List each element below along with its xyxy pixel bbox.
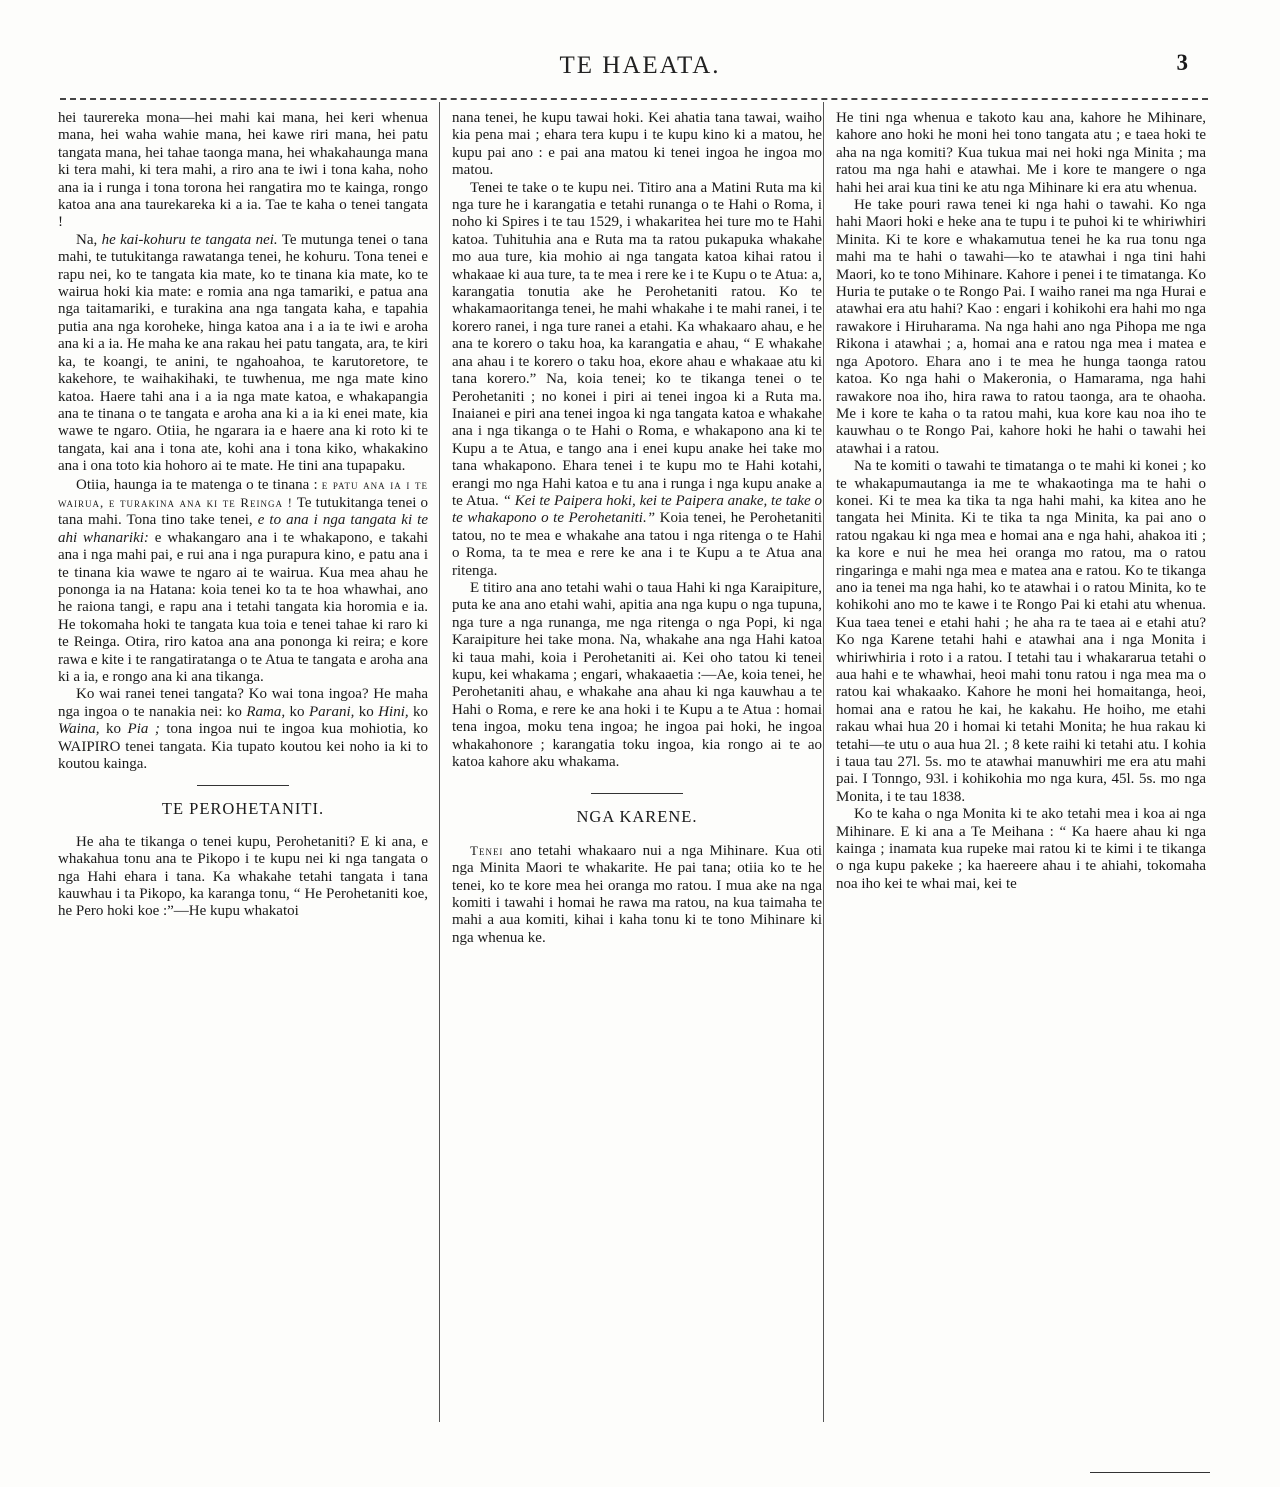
text-run: Tenei te take o te kupu nei. Titiro ana a Matini Ruta ma ki nga ture he i karangatia e tetahi runanga o te Hahi o Roma, i noho ki Spires i te tau 1529, i whakaritea hei ture mo te Hahi katoa. Tuhituhia ana e Ruta ma ta ratou pukapuka whakahe mo aua ture, kia mohio ai nga tangata katoa kihai ratou i whakaae ki aua ture, ta te mea i rere ke i te Kupu o te Atua: a, karangatia tonutia ake he Perohetaniti ratou. Ko te whakamaoritanga tenei, he mahi whakahe i te mahi ranei, i te korero ranei, i nga ture ranei a etahi. Ka whakaaro ahau, e he ana te korero o taku hoa, ka karangatia e ahau, “ E whakahe ana ahau i te korero o taku hoa, ekore ahau e whakaae atu ki tana korero.” Na, koia tenei; ko te tikanga tenei o te Perohetaniti ; no konei i piri ai tenei ingoa ki a Ruta ma. Inaianei e piri ana tenei ingoa ki nga tangata katoa e whakahe ana i nga tikanga o te Hahi o Roma, e whakapono ana ki te Kupu a te Atua, e tango ana i enei kupu anake hei take mo tana whakapono. Ehara tenei i te kupu mo te Hahi kotahi, erangi mo nga Hahi katoa e tu ana i runga i nga kupu anake a te Atua. bbox=[452, 179, 822, 509]
italic-name: Hini, bbox=[378, 703, 409, 720]
italic-name: Waina, bbox=[58, 721, 100, 738]
text-run: ko bbox=[358, 703, 374, 720]
paragraph bbox=[58, 686, 428, 773]
paragraph: He take pouri rawa tenei ki nga hahi o tawahi. Ko nga hahi Maori hoki e heke ana te tupu i te puhoi ki te whiriwhiri Minita. Ki te kore e whakamutua tenei he ka rua tonu nga mahi ma te hahi o tawahi—ko te atawhai i nga tini hahi Maori, ko te tono Mihinare. Kahore i penei i te timatanga. Ko Huria te putake o te Rongo Pai. I waiho ranei ma nga Hurai e atawhai era atu hahi? Kao : engari i kohikohi era hahi mo nga rawakore i Hiruharama. Na nga hahi ano nga Pihopa me nga Rikona i atawhai ; a, homai ana e ratou nga mea i matea e nga Apotoro. Ehara ano i te mea he hunga taonga ratou katoa. Ko nga hahi o Makeronia, o Hamarama, nga hahi rawakore noa iho, hira rawa to ratou taonga, ara te ohaoha. Me i kore te kaha o ta ratou mahi, kua kore kau noa iho te kauwhau o te Rongo Pai, kahore hoki he hahi o tawahi hei atawhai i a ratou. bbox=[836, 197, 1206, 457]
paragraph: E titiro ana ano tetahi wahi o taua Hahi ki nga Karaipiture, puta ke ana ano etahi wahi, apitia ana nga kupu o nga tupuna, nga ture a nga runanga, me nga ritenga o nga Popi, ki nga Karaipiture hei take mona. Na, whakahe ana nga Hahi katoa ki taua mahi, koia i Perohetaniti ai. Kei oho tatou ki tenei kupu, kei whakama ; engari, whakaaetia :—Ae, koia tenei, he Perohetaniti ahau, e whakahe ana ahau ki nga kauwhau a te Hahi o Roma, e rere ke ana hoki i te Kupu a te Atua : homai tena ingoa, moku tena ingoa; he ingoa pai hoki, he ingoa whakahonore ; karangatia toku ingoa, kia rongo ai te ao katoa kahore aku whakama. bbox=[452, 579, 822, 771]
section-heading: TE PEROHETANITI. bbox=[161, 799, 325, 819]
text-run: ko bbox=[289, 703, 305, 720]
italic-name: Rama, bbox=[246, 703, 286, 720]
text-run: Koia tenei, he Perohetaniti tatou, no te mea e whakahe ana tatou i nga ritenga o te Hahi o Roma, ta te mea e rere ke ana i te Kupu a te Atua ana ritenga. bbox=[452, 510, 822, 579]
text-run: tona ingoa nui te ingoa kua mohiotia, ko WAIPIRO tenei tangata. Kia tupato koutou kei noho ia ki to koutou kainga. bbox=[58, 721, 429, 773]
section-rule bbox=[591, 793, 683, 794]
text-run: Te mutunga tenei o tana mahi, te tutukitanga rawatanga tenei, he kohuru. Tona tenei e rapu nei, ko te tangata kia mate, ko te tinana kia mate, ko te wairua hoki kia mate: e romia ana nga tamariki, e patua ana nga taitamariki, e turakina ana nga tangata kaha, e tapahia putia ana nga koroheke, hinga katoa ana i a ia te iwi e aroha ana ki a ia. He maha ke ana rakau hei patu tangata, ara, te kiri ka, te koangi, te anini, te ngahoahoa, te karutoretore, te kakehore, te waihakihaki, te tuwhenua, me nga mate kino katoa. Haere tahi ana i a ia nga mate katoa, e whakapangia ana te tinana o te tangata e aroha ana ki a ia ki enei mate, kia wawe te ngaro. Otiia, he ngarara ia e haere ana ki roto ki te tangata, kai ana i tona ate, kohi ana i tona kiko, whakakino ana i ona toto kia hohoro ai te mate. He tini ana tupapaku. bbox=[58, 231, 429, 475]
text-run: Otiia, haunga ia te matenga o te tinana : bbox=[76, 476, 318, 493]
paragraph bbox=[58, 232, 428, 476]
newspaper-title: TE HAEATA. bbox=[559, 52, 721, 79]
section-heading: NGA KARENE. bbox=[576, 807, 698, 827]
text-run: ko bbox=[413, 703, 429, 720]
column-2 bbox=[452, 110, 822, 947]
small-caps-text: e patu ana ia i te wairua, e turakina ana ki te Reinga ! bbox=[58, 476, 428, 510]
column-divider bbox=[439, 102, 440, 1422]
small-caps-text: Tenei bbox=[470, 842, 504, 858]
column-1 bbox=[58, 110, 428, 921]
paragraph: Ko te kaha o nga Monita ki te ako tetahi mea i koa ai nga Mihinare. E ki ana a Te Meihana : “ Ka haere ahau ki nga kainga ; inamata kua rupeke mai ratou ki te kimi i te tikanga o nga kupu pakeke ; ka haereere ahau i te ahiahi, tokomaha noa iho kei te whai mai, kei te bbox=[836, 806, 1206, 892]
paragraph bbox=[452, 842, 822, 947]
italic-name: Pia ; bbox=[127, 721, 160, 738]
italic-text: “ Kei te Paipera hoki, kei te Paipera anake, te take o te whakapono o te Perohetaniti.” bbox=[452, 492, 823, 527]
masthead bbox=[0, 52, 1280, 92]
footer-rule bbox=[1090, 1472, 1210, 1473]
text-run: e whakangaro ana i te whakapono, e takahi ana i nga mahi pai, e rui ana i nga purapura kino, e patu ana i te tinana kia wawe te ngaro ai te wairua. Kua mea ahau he pononga ia na Hatana: koia tenei ko ta te hoa whawhai, ano he raiona tangi, e rapu ana i tetahi tangata kia horomia e ia. He tokomaha hoki te tangata kua toia e tenei tahae ki raro ki te Reinga. Otira, riro katoa ana ana pononga ki reira; e kore rawa e kite i te rangatiratanga o te Atua te tangata e aroha ana ki a ia, e rongo ana ki ana tikanga. bbox=[58, 529, 428, 685]
paragraph: Na te komiti o tawahi te timatanga o te mahi ki konei ; ko te whakapumautanga ia me te whakaotinga ma te hahi o konei. Ki te mea ka tika ta nga hahi mahi, ka kitea ano he tangata hei Minita. Ki te tika ta nga Minita, ka pai ano o ratou ngakau ki nga mea e homai ana e nga hahi, ahakoa iti ; ka kore e nui he mea hei oranga mo ratou, ma o ratou ringaringa e mahi nga mea e matea ana e ratou. Ko te tikanga ano ia tenei ma nga hahi, ko te atawhai i o ratou Minita, ko te kohikohi ano mo te kawe i te Rongo Pai ki etahi atu whenua. Kua taea tenei e etahi hahi ; he aha ra te taea ai e etahi atu? Ko nga Karene tetahi hahi e atawhai ana i nga Monita i whiriwhiria i roto i a ratou. I tetahi tau i whakararua tetahi o aua hahi e te whawhai, heoi mahi tonu ratou i nga mea ma o ratou kai whakaako. Kahore he moni hei homaitanga, heoi, homai ana e ratou he kai, he kakahu. He hoiho, me etahi rakau whai hua 20 i homai ki tetahi Monita; he hua rakau ki tetahi—te utu o aua hua 2l. ; 8 kete raihi ki tetahi atu. I kohia i taua tau 27l. 5s. mo te atawhai manuwhiri me era atu mahi pai. I Tonngo, 93l. i kohikohia mo nga kura, 45l. 5s. mo nga Monita, i te tau 1838. bbox=[836, 458, 1206, 805]
section-rule bbox=[197, 785, 289, 786]
page-number: 3 bbox=[1176, 50, 1188, 75]
italic-text: he kai-kohuru te tangata nei. bbox=[101, 231, 278, 248]
text-run: Te tutukitanga tenei o tana mahi. Tona tino take tenei, bbox=[58, 494, 428, 529]
column-divider bbox=[823, 102, 824, 1422]
text-run: Na, bbox=[76, 231, 98, 248]
paragraph: hei taurereka mona—hei mahi kai mana, hei keri whenua mana, hei waha wahie mana, hei kawe riri mana, hei patu tangata mana, hei tahae taonga mana, hei whakahaunga mana ki tera mahi, ki tera mahi, a riro ana te iwi i tona kaha, noho ana ia i runga i tona torona hei rangatira mo te kainga, rongo katoa ana ana taurekareka ki a ia. Tae te kaha o tenei tangata ! bbox=[58, 110, 428, 231]
text-run: Ko wai ranei tenei tangata? Ko wai tona ingoa? He maha nga ingoa o te nanakia nei: ko bbox=[58, 686, 428, 720]
text-run: ko bbox=[106, 721, 122, 738]
paragraph bbox=[58, 476, 428, 687]
paragraph: nana tenei, he kupu tawai hoki. Kei ahatia tana tawai, waiho kia pena mai ; ehara tera kupu i te kupu kino ki a matou, he kupu pai ano : e pai ana matou ki tenei ingoa he ingoa mo matou. bbox=[452, 110, 822, 179]
text-run: ano tetahi whakaaro nui a nga Mihinare. Kua oti nga Minita Maori te whakarite. He pai tana; otiia ko te he tenei, ko te kore mea hei oranga mo ratou. I mua ake na nga komiti i tawahi i homai he rawa ma ratou, na kua taimaha te mahi a aua komiti, kihai i kaha tonu ki te tono Mihinare ki nga whenua ke. bbox=[452, 842, 823, 946]
header-rule bbox=[60, 98, 1208, 100]
paragraph: He aha te tikanga o tenei kupu, Perohetaniti? E ki ana, e whakahua tonu ana te Pikopo i te kupu nei ki nga tangata o nga Hahi ehara i tana. Ka whakahe tetahi tangata i tana kauwhau i ta Pikopo, ka karanga tonu, “ He Perohetaniti koe, he Pero hoki koe :”—He kupu whakatoi bbox=[58, 833, 428, 920]
paragraph bbox=[452, 180, 822, 580]
column-3 bbox=[836, 110, 1206, 893]
paragraph: He tini nga whenua e takoto kau ana, kahore he Mihinare, kahore ano hoki he moni hei tono tangata atu ; e taea hoki te aha na nga komiti? Kua tukua mai nei hoki nga Minita ; ma ratou ma nga hahi e atawhai. Me i kore te mangere o nga hahi hei arai kua tini ke atu nga Mihinare ki era atu whenua. bbox=[836, 110, 1206, 196]
italic-text: e to ana i nga tangata ki te ahi whanariki: bbox=[58, 512, 428, 546]
italic-name: Parani, bbox=[308, 703, 355, 720]
